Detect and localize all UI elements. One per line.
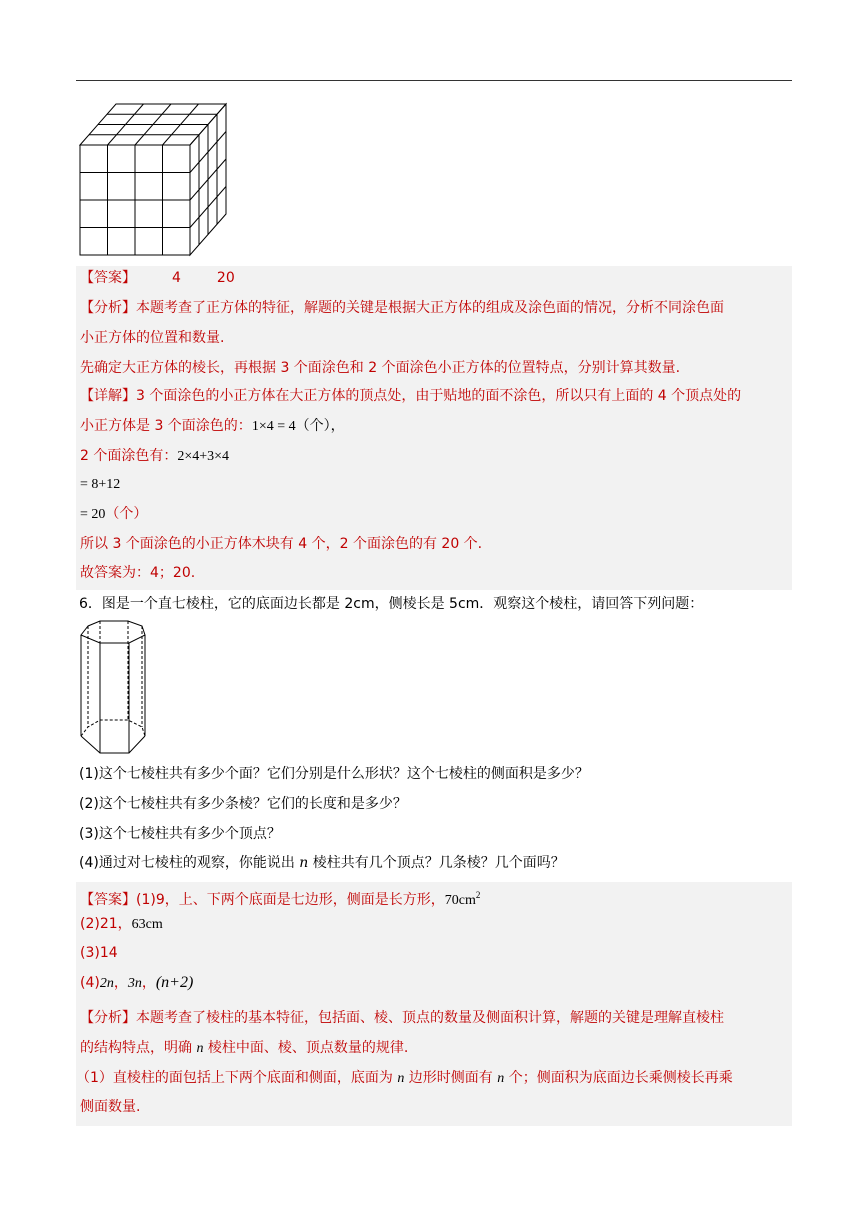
detail-tag: 【详解】 <box>80 388 136 404</box>
q5-detail-line-1: 【详解】3 个面涂色的小正方体在大正方体的顶点处，由于贴地的面不涂色，所以只有上面的 4 个顶点处的 <box>80 388 742 404</box>
cube-figure <box>76 100 234 260</box>
q6-answer-line-3: (3)14 <box>80 945 118 961</box>
q6-sub-question-4: (4)通过对七棱柱的观察，你能说出 n 棱柱共有几个顶点？几条棱？几个面吗？ <box>79 855 565 871</box>
q6-solution-block <box>76 882 792 1126</box>
answer-value-2: 20 <box>216 270 235 286</box>
q5-solution-block <box>76 266 792 590</box>
analysis-tag: 【分析】 <box>80 300 136 316</box>
q6-analysis-line-1: 【分析】本题考查了棱柱的基本特征，包括面、棱、顶点的数量及侧面积计算，解题的关键是理解直棱柱 <box>80 1010 724 1026</box>
answer-value-1: 4 <box>172 270 181 286</box>
q6-answer-line-2: (2)21，63cm <box>80 916 163 932</box>
answer-tag: 【答案】 <box>80 892 136 908</box>
q6-answer-line-4: (4)2n，3n，(n+2) <box>80 974 194 991</box>
q5-detail-line-4: = 8+12 <box>80 477 121 492</box>
header-rule <box>76 80 792 81</box>
q5-detail-line-5: = 20（个） <box>80 506 148 522</box>
q5-detail-line-6: 所以 3 个面涂色的小正方体木块有 4 个，2 个面涂色的有 20 个. <box>80 536 483 552</box>
math-expression: 1×4 = 4 <box>251 419 296 434</box>
q6-stem: 6．图是一个直七棱柱，它的底面边长都是 2cm，侧棱长是 5cm．观察这个棱柱，请回答下列问题： <box>79 596 704 612</box>
q6-answer-line-1: 【答案】(1)9，上、下两个底面是七边形，侧面是长方形，$70cm^2$ <box>80 890 481 908</box>
q5-analysis-line-1: 【分析】本题考查了正方体的特征，解题的关键是根据大正方体的组成及涂色面的情况，分析不同涂色面 <box>80 300 724 316</box>
q6-analysis-line-4: 侧面数量. <box>80 1099 141 1115</box>
q5-answer-line <box>80 268 235 288</box>
math-expression: 2×4+3×4 <box>177 449 230 464</box>
q6-analysis-line-2: 的结构特点，明确 n 棱柱中面、棱、顶点数量的规律. <box>80 1040 409 1056</box>
q5-analysis-line-2: 小正方体的位置和数量. <box>80 330 225 346</box>
q5-detail-line-7: 故答案为：4；20. <box>80 565 196 581</box>
heptagonal-prism-figure <box>76 618 152 758</box>
q5-analysis-line-3: 先确定大正方体的棱长，再根据 3 个面涂色和 2 个面涂色小正方体的位置特点，分别计算其数量. <box>80 360 681 376</box>
analysis-tag: 【分析】 <box>80 1010 136 1026</box>
q6-analysis-line-3: （1）直棱柱的面包括上下两个底面和侧面，底面为 n 边形时侧面有 n 个；侧面积为底面边长乘侧棱长再乘 <box>76 1070 733 1086</box>
q5-detail-line-3: 2 个面涂色有：2×4+3×4 <box>80 448 230 464</box>
q6-sub-question-1: (1)这个七棱柱共有多少个面？它们分别是什么形状？这个七棱柱的侧面积是多少？ <box>79 766 589 782</box>
q5-detail-line-2: 小正方体是 3 个面涂色的：1×4 = 4（个）， <box>80 418 345 434</box>
q6-sub-question-3: (3)这个七棱柱共有多少个顶点？ <box>79 826 281 842</box>
q6-sub-question-2: (2)这个七棱柱共有多少条棱？它们的长度和是多少？ <box>79 796 407 812</box>
answer-tag: 【答案】 <box>80 270 136 286</box>
